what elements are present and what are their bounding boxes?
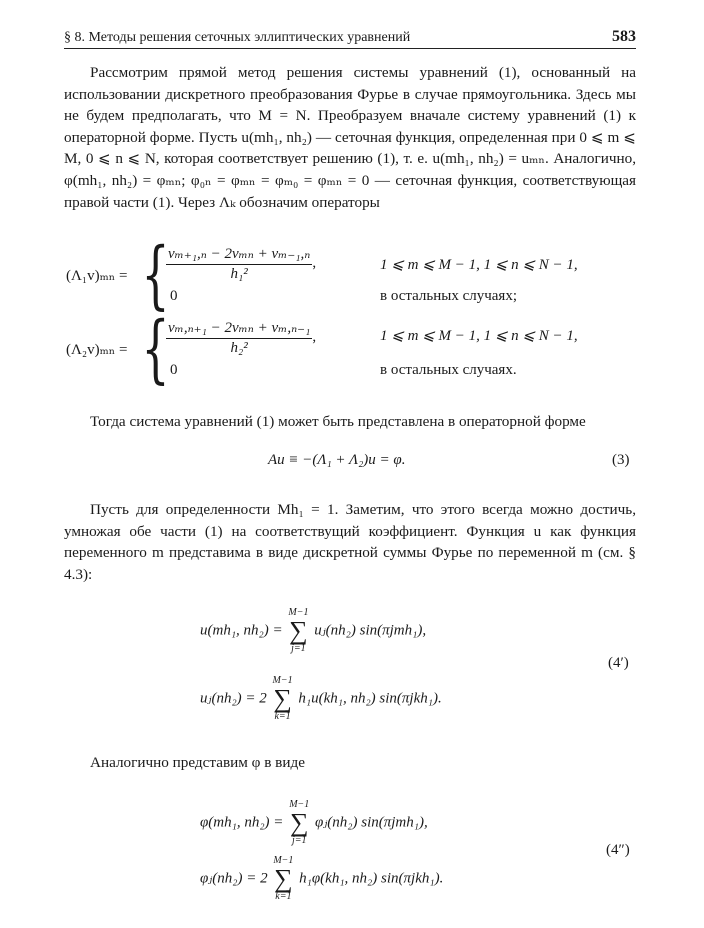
equation-4pp-row1 <box>200 800 428 846</box>
paragraph-3-text: Пусть для определенности Mh₁ = 1. Заметим, что этого всегда можно достичь, умножая обе части (1) на соответствущий коэффициент. Функция u как функция переменного m представима в виде дискретной суммы Фурье по переменной m (см. § 4.3): <box>64 501 636 583</box>
left-brace-2: { <box>141 306 170 392</box>
sum-upper-1: M−1 <box>288 607 309 618</box>
section-title: § 8. Методы решения сеточных эллиптических уравнений <box>64 30 411 45</box>
paragraph-2 <box>64 411 636 433</box>
equation-4p-number: (4′) <box>608 655 629 671</box>
sum-upper-4: M−1 <box>273 855 294 866</box>
equation-4p-row2 <box>200 676 442 722</box>
sum-lower-4: k=1 <box>275 891 292 902</box>
sum-operator-1 <box>288 608 308 654</box>
eq4pp-b-rhs: h₁φ(kh₁, nh₂) sin(πjkh₁). <box>299 870 444 887</box>
lambda2-numerator: vₘ,ₙ₊₁ − 2vₘₙ + vₘ,ₙ₋₁ <box>166 318 312 339</box>
equation-4p-row1 <box>200 608 426 654</box>
lambda1-numerator: vₘ₊₁,ₙ − 2vₘₙ + vₘ₋₁,ₙ <box>166 244 312 265</box>
lambda2-fraction <box>166 318 316 357</box>
paragraph-2-text: Тогда система уравнений (1) может быть представлена в операторной форме <box>90 413 586 430</box>
lambda1-other: в остальных случаях; <box>380 288 517 304</box>
left-brace-1: { <box>141 232 170 318</box>
sum-lower-3: j=1 <box>291 835 307 846</box>
lambda2-other: в остальных случаях. <box>380 362 517 378</box>
sum-upper-2: M−1 <box>272 675 293 686</box>
sigma-1: ∑ <box>289 616 308 645</box>
eq4pp-a-rhs: φⱼ(nh₂) sin(πjmh₁), <box>315 814 428 831</box>
paragraph-4 <box>64 752 636 774</box>
lambda1-fraction <box>166 244 316 283</box>
paragraph-1 <box>64 62 636 213</box>
sigma-2: ∑ <box>273 684 292 713</box>
sum-upper-3: M−1 <box>289 799 310 810</box>
sum-operator-2 <box>273 676 293 722</box>
sum-operator-3 <box>289 800 309 846</box>
lambda2-denominator: h₂² <box>230 340 248 356</box>
paragraph-1-text: Рассмотрим прямой метод решения системы уравнений (1), основанный на использовании дискретного преобразования Фурье в случае прямоугольника. Здесь мы не будем предполагать, что M = N. Преобразуем вначале систему уравнений (1) к операторной форме. Пусть u(mh₁, nh₂) — сеточная функция, определенная при 0 ⩽ m ⩽ M, 0 ⩽ n ⩽ N, которая соответствует решению (1), т. е. u(mh₁, nh₂) = uₘₙ. Аналогично, φ(mh₁, nh₂) = φₘₙ; φ₀ₙ = φₘₙ = φₘ₀ = φₘₙ = 0 — сеточная функция, соответствующая правой части (1). Через Λₖ обозначим операторы <box>64 64 636 211</box>
lambda1-range: 1 ⩽ m ⩽ M − 1, 1 ⩽ n ⩽ N − 1, <box>380 257 578 273</box>
sum-lower-2: k=1 <box>274 711 291 722</box>
running-header <box>64 28 636 49</box>
equation-3-number: (3) <box>612 452 630 468</box>
eq4p-a-lhs: u(mh₁, nh₂) = <box>200 622 283 639</box>
equation-3: Au ≡ −(Λ₁ + Λ₂)u = φ. <box>268 452 406 468</box>
eq4p-b-lhs: uⱼ(nh₂) = 2 <box>200 690 267 707</box>
lambda2-zero: 0 <box>170 362 178 378</box>
eq4p-b-rhs: h₁u(kh₁, nh₂) sin(πjkh₁). <box>298 690 442 707</box>
sum-lower-1: j=1 <box>291 643 306 654</box>
paragraph-3 <box>64 499 636 585</box>
lambda2-range: 1 ⩽ m ⩽ M − 1, 1 ⩽ n ⩽ N − 1, <box>380 328 578 344</box>
lambda1-denominator: h₁² <box>230 266 248 282</box>
lambda1-lhs: (Λ₁v)ₘₙ = <box>66 268 128 284</box>
equation-4pp-number: (4″) <box>606 842 630 858</box>
page-number: 583 <box>612 28 636 45</box>
sigma-3: ∑ <box>289 808 309 837</box>
lambda2-comma: , <box>312 328 317 345</box>
lambda1-zero: 0 <box>170 288 178 304</box>
sum-operator-4 <box>273 856 293 902</box>
paragraph-4-text: Аналогично представим φ в виде <box>90 754 305 771</box>
lambda2-lhs: (Λ₂v)ₘₙ = <box>66 342 128 358</box>
eq4pp-a-lhs: φ(mh₁, nh₂) = <box>200 814 284 831</box>
eq4p-a-rhs: uⱼ(nh₂) sin(πjmh₁), <box>314 622 427 639</box>
lambda1-comma: , <box>312 254 317 271</box>
equation-4pp-row2 <box>200 856 443 902</box>
sigma-4: ∑ <box>274 864 293 893</box>
eq4pp-b-lhs: φⱼ(nh₂) = 2 <box>200 870 268 887</box>
